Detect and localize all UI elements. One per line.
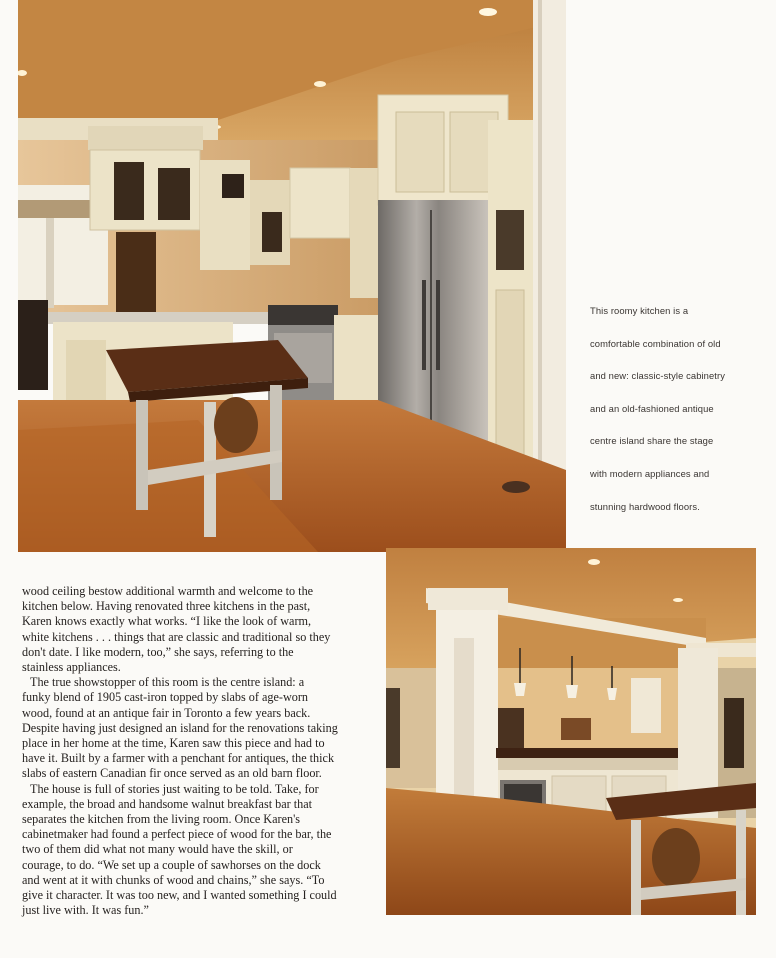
text-line: two of them did what not many would have the skill, or	[22, 842, 293, 857]
text-line: courage, to do. “We set up a couple of sawhorses on the dock	[22, 857, 321, 872]
text-line: slabs of eastern Canadian fir once served as an old barn floor.	[22, 766, 322, 781]
text-line: wood ceiling bestow additional warmth and welcome to the	[22, 584, 314, 598]
caption-line: and new: classic-style cabinetry	[590, 370, 726, 382]
text-line: Despite having just designed an island for the renovations taking	[22, 720, 338, 735]
text-line: cabinetmaker had found a perfect piece of wood for the bar, the	[22, 827, 332, 842]
text-line: place in her home at the time, Karen saw this piece and had to	[22, 736, 325, 751]
text-line: and went at it with chunks of wood and chains,” she says. “To	[22, 872, 325, 887]
article-paragraph-3	[22, 782, 380, 919]
article-paragraph-1	[22, 584, 380, 675]
text-line: just live with. It was fun.”	[22, 903, 149, 918]
text-line: Karen knows exactly what works. “I like the look of warm,	[22, 614, 312, 629]
article-body	[22, 584, 380, 918]
breakfast-bar-photo	[386, 548, 756, 915]
caption-line: This roomy kitchen is a	[590, 305, 689, 316]
article-paragraph-2	[22, 675, 380, 781]
text-line: have it. Built by a farmer with a penchant for antiques, the thick	[22, 751, 335, 766]
main-kitchen-photo	[18, 0, 566, 552]
caption-line: comfortable combination of old	[590, 337, 721, 349]
text-line: The true showstopper of this room is the centre island: a	[30, 675, 305, 690]
text-line: stainless appliances.	[22, 660, 121, 675]
text-line: kitchen below. Having renovated three kitchens in the past,	[22, 599, 311, 614]
text-line: The house is full of stories just waiting to be told. Take, for	[30, 781, 319, 796]
photo-caption	[590, 295, 762, 523]
text-line: funky blend of 1905 cast-iron topped by slabs of age-worn	[22, 690, 309, 705]
text-line: don't date. I like modern, too,” she says, referring to the	[22, 644, 294, 659]
text-line: example, the broad and handsome walnut breakfast bar that	[22, 796, 313, 811]
caption-line: and an old-fashioned antique	[590, 402, 714, 414]
caption-line: with modern appliances and	[590, 467, 710, 479]
caption-line: centre island share the stage	[590, 435, 714, 447]
text-line: give it character. It was too new, and I wanted something I could	[22, 888, 337, 903]
text-line: separates the kitchen from the living room. Once Karen's	[22, 812, 301, 827]
text-line: white kitchens . . . things that are classic and traditional so they	[22, 629, 331, 644]
text-line: wood, found at an antique fair in Toronto a few years back.	[22, 705, 311, 720]
caption-line: stunning hardwood floors.	[590, 500, 700, 512]
